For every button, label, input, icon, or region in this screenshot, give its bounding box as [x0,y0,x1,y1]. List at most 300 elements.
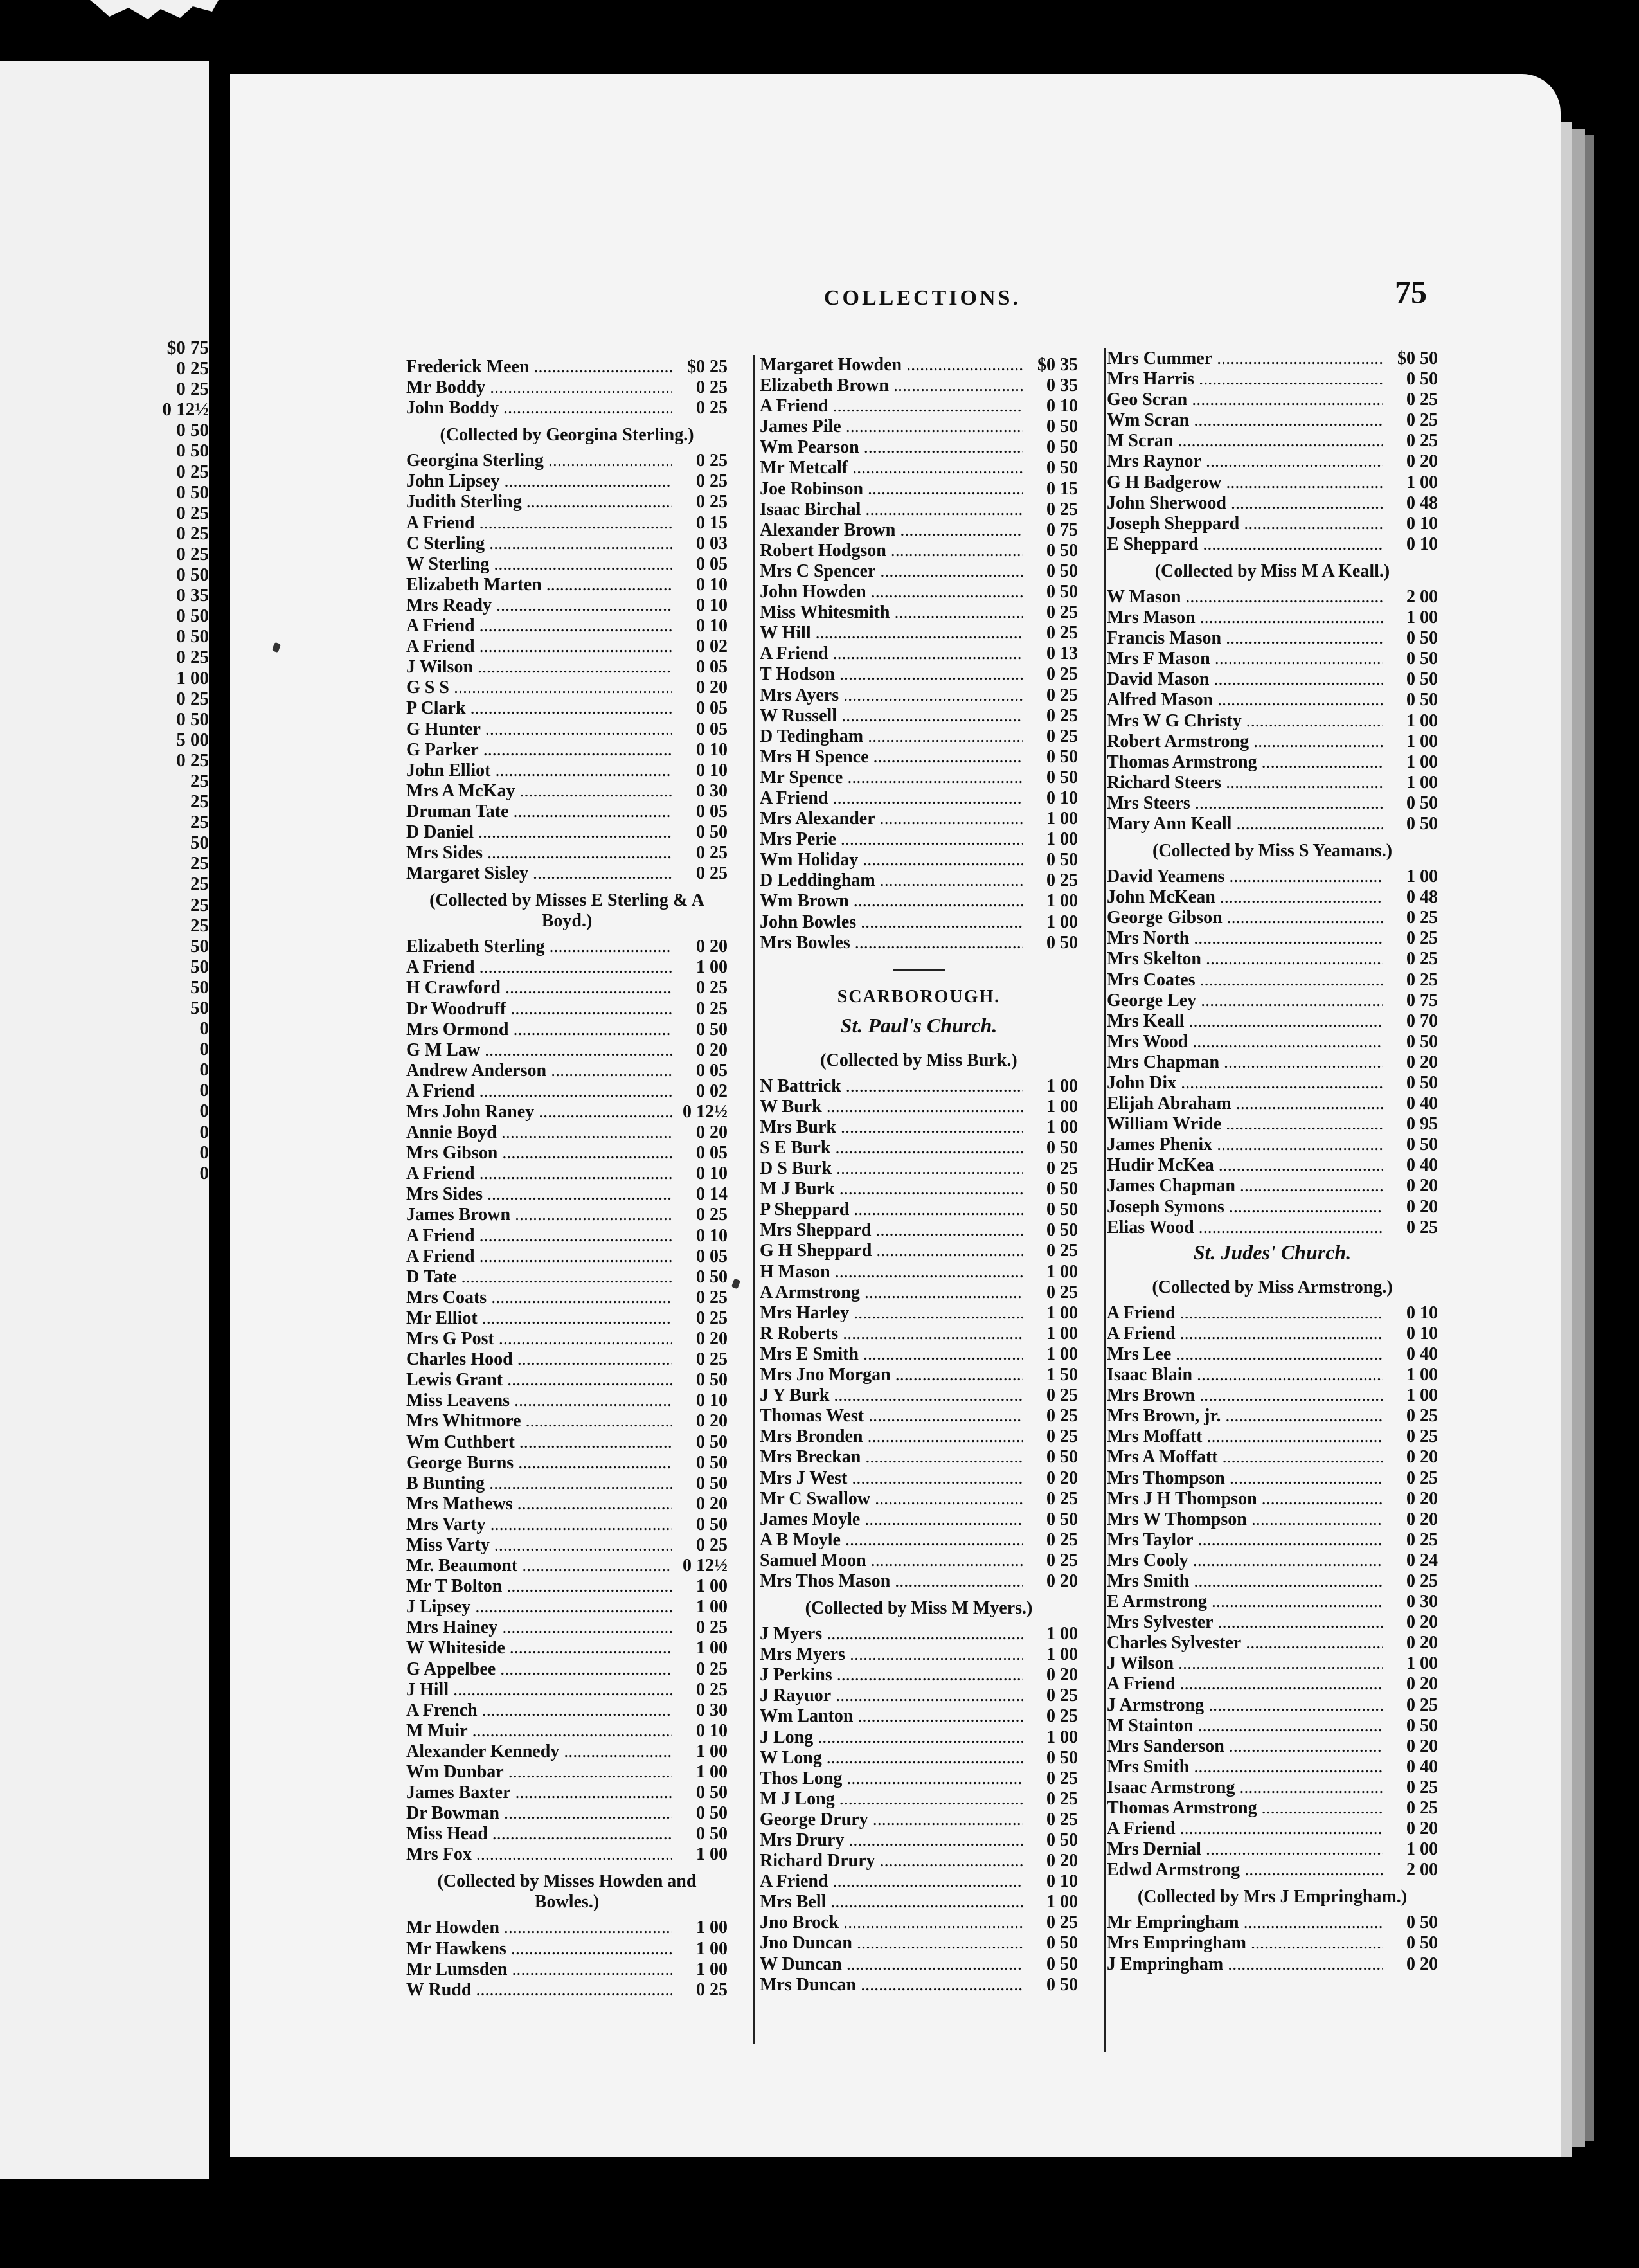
entry-row [760,500,1078,520]
entry-row [406,1432,728,1453]
left-page-amount: 0 25 [176,750,209,771]
entry-amount: 0 25 [1406,431,1438,451]
entry-amount: 0 25 [1046,664,1078,685]
entry-amount: 0 40 [1406,1344,1438,1364]
entry-name: J Rayuor ..... [760,1686,1023,1706]
entry-row [1107,1530,1438,1551]
entry-amount: 1 00 [696,1959,728,1979]
entry-row [1107,1052,1438,1073]
entry-amount: 2 00 [1406,586,1438,607]
entry-row [1107,1653,1438,1674]
entry-amount: 0 50 [1046,746,1078,767]
entry-amount: 0 10 [696,574,728,595]
entry-name: Mary Ann Keall ..... [1107,814,1383,834]
entry-name: Elizabeth Marten ..... [406,575,672,595]
entry-amount: 0 50 [1046,1447,1078,1468]
entry-row [760,541,1078,561]
entry-amount: 0 10 [1406,1302,1438,1323]
entry-amount: 0 25 [696,998,728,1019]
entry-row [1107,1798,1438,1819]
entry-amount: 0 25 [1406,1468,1438,1488]
entry-amount: 0 25 [1046,1282,1078,1302]
left-page-amount: 1 00 [176,667,209,688]
entry-row [760,1644,1078,1665]
entry-name: Mrs Empringham ..... [1107,1933,1383,1954]
entry-name: Mrs Sanderson ..... [1107,1736,1383,1757]
entry-amount: 1 00 [696,1597,728,1617]
book-gutter [209,0,228,2268]
entry-row [1107,793,1438,814]
entry-amount: 0 30 [1406,1592,1438,1612]
entry-name: Robert Hodgson ..... [760,541,1023,561]
entry-name: Mrs G Post ..... [406,1329,672,1349]
left-page-amount: 0 [199,1142,209,1163]
entry-name: C Sterling ..... [406,534,672,554]
entry-amount: 0 20 [1406,1052,1438,1072]
entry-amount: 0 25 [696,1205,728,1225]
entry-list [1107,1303,1438,1881]
left-page-amount: 50 [190,977,209,998]
entry-name: Mrs Moffatt ..... [1107,1426,1383,1447]
entry-amount: 0 50 [1046,1974,1078,1995]
entry-row [1107,1612,1438,1633]
entry-row [760,1892,1078,1913]
entry-row [406,451,728,471]
entry-amount: 0 25 [1046,1913,1078,1933]
entry-row [406,1680,728,1700]
column-divider [753,355,755,2044]
entry-amount: 0 30 [696,1700,728,1720]
entry-name: Mrs Steers ..... [1107,793,1383,814]
entry-row [406,1742,728,1762]
left-page-amount: 25 [190,791,209,813]
entry-row [406,1184,728,1205]
entry-amount: 0 10 [696,1225,728,1246]
entry-amount: 0 25 [696,843,728,863]
entry-amount: 0 50 [1046,458,1078,478]
entry-name: A Friend ..... [406,1226,672,1246]
entry-row [760,582,1078,602]
entry-row [406,1638,728,1659]
entry-amount: 0 20 [1406,1819,1438,1839]
entry-row [760,1262,1078,1282]
left-page-amount: 0 [199,1059,209,1081]
entry-amount: 0 25 [1406,969,1438,990]
entry-amount: 1 00 [1406,1365,1438,1385]
entry-name: Mrs Smith ..... [1107,1757,1383,1778]
entry-amount: 0 50 [1046,1138,1078,1158]
entry-row [760,1365,1078,1385]
entry-row [1107,1551,1438,1571]
entry-name: Mrs H Spence ..... [760,747,1023,768]
entry-name: A Friend ..... [1107,1324,1383,1344]
entry-amount: 0 50 [696,1783,728,1803]
entry-name: Mrs Ormond ..... [406,1020,672,1040]
entry-amount: $0 25 [687,357,728,377]
entry-name: S E Burk ..... [760,1138,1023,1158]
entry-row [1107,1489,1438,1509]
entry-amount: 0 50 [1046,582,1078,602]
entry-name: A Friend ..... [1107,1819,1383,1839]
entry-name: A Friend ..... [760,396,1023,417]
entry-row [1107,690,1438,710]
entry-name: Dr Woodruff ..... [406,999,672,1020]
entry-row [1107,1032,1438,1052]
entry-row [1107,410,1438,431]
entry-amount: 0 05 [696,554,728,574]
entry-name: John Lipsey ..... [406,471,672,492]
entry-row [760,561,1078,582]
entry-row [760,1117,1078,1138]
entry-row [1107,1509,1438,1530]
entry-row [760,1789,1078,1810]
entry-row [406,636,728,657]
entry-row [1107,1757,1438,1778]
entry-amount: 1 00 [1046,1323,1078,1344]
entry-row [760,1220,1078,1241]
entry-row [760,437,1078,458]
entry-name: Alexander Kennedy ..... [406,1742,672,1762]
left-page-amount: 0 25 [176,461,209,482]
entry-row [406,1370,728,1390]
entry-name: Mrs Thos Mason ..... [760,1571,1023,1592]
entry-name: M Scran ..... [1107,431,1383,451]
entry-amount: 0 20 [696,937,728,957]
entry-list [760,1624,1078,1995]
entry-amount: 0 03 [696,533,728,554]
entry-row [1107,732,1438,752]
entry-amount: 1 00 [1406,1385,1438,1406]
collector-heading: (Collected by Georgina Sterling.) [440,425,694,446]
entry-row [1107,1571,1438,1592]
collector-heading: (Collected by Miss M A Keall.) [1154,561,1390,581]
entry-amount: 1 00 [1046,829,1078,850]
entry-row [1107,1324,1438,1344]
entry-row [406,1349,728,1370]
entry-name: G H Sheppard ..... [760,1241,1023,1261]
left-page-amount: 0 25 [176,379,209,400]
entry-name: Mrs Coates ..... [1107,970,1383,991]
entry-row [1107,1011,1438,1032]
entry-name: Mrs Ready ..... [406,595,672,616]
entry-name: Mrs Hainey ..... [406,1617,672,1638]
entry-name: H Mason ..... [760,1262,1023,1282]
entry-name: J Long ..... [760,1727,1023,1748]
entry-row [1107,1073,1438,1094]
entry-row [406,1246,728,1267]
left-page-amount: 0 [199,1039,209,1060]
entry-row [1107,348,1438,369]
entry-row [1107,814,1438,834]
entry-row [406,1556,728,1576]
entry-row [1107,711,1438,732]
entry-name: R Roberts ..... [760,1324,1023,1344]
entry-amount: 0 05 [696,719,728,739]
left-page-amount: 0 [199,1018,209,1040]
entry-list [1107,1913,1438,1974]
entry-name: Annie Boyd ..... [406,1122,672,1143]
entry-amount: 0 25 [1046,623,1078,644]
entry-row [406,1164,728,1184]
entry-amount: 0 50 [696,1473,728,1493]
entry-name: Mrs Breckan ..... [760,1447,1023,1468]
entry-amount: 0 15 [696,512,728,533]
entry-amount: 0 25 [1046,1406,1078,1426]
entry-row [760,809,1078,829]
entry-row [406,937,728,957]
entry-row [760,747,1078,768]
entry-row [1107,991,1438,1011]
entry-amount: 0 50 [1406,793,1438,813]
entry-amount: 0 40 [1406,1756,1438,1777]
entry-amount: 1 00 [1046,1644,1078,1665]
entry-row [1107,970,1438,991]
entry-row [760,1830,1078,1851]
entry-name: Mrs E Smith ..... [760,1344,1023,1365]
entry-amount: 0 20 [1406,1509,1438,1529]
entry-row [406,1803,728,1824]
entry-amount: 0 50 [1046,932,1078,953]
entry-amount: 0 50 [1046,437,1078,458]
entry-amount: 0 25 [1406,390,1438,410]
entry-amount: 0 75 [1406,990,1438,1011]
entry-amount: 1 00 [696,957,728,978]
left-page-amount: 0 25 [176,502,209,523]
collector-heading: (Collected by Mrs J Empringham.) [1137,1887,1408,1907]
entry-name: J Hill ..... [406,1680,672,1700]
entry-row [1107,473,1438,493]
entry-row [406,698,728,719]
entry-amount: 0 40 [1406,1155,1438,1176]
entry-name: A Friend ..... [760,1871,1023,1892]
entry-name: A Armstrong ..... [760,1282,1023,1303]
entry-row [760,1158,1078,1179]
entry-name: Francis Mason ..... [1107,628,1383,649]
entry-row [760,396,1078,417]
entry-row [760,768,1078,788]
entry-row [760,1200,1078,1220]
entry-name: G Parker ..... [406,740,672,760]
entry-amount: 1 00 [1406,608,1438,628]
entry-amount: 0 25 [696,398,728,419]
entry-row [1107,534,1438,555]
entry-row [760,1344,1078,1365]
entry-name: Mrs Smith ..... [1107,1571,1383,1592]
left-page-amount: 0 50 [176,626,209,647]
entry-name: Mrs W G Christy ..... [1107,711,1383,732]
left-page-amount: 50 [190,935,209,957]
entry-name: Mrs Perie ..... [760,829,1023,850]
entry-row [760,417,1078,437]
entry-name: Richard Drury ..... [760,1851,1023,1871]
entry-row [1107,1426,1438,1447]
entry-list [760,1076,1078,1592]
entry-amount: 0 50 [1406,1933,1438,1954]
entry-name: Mrs Keall ..... [1107,1011,1383,1032]
entry-row [406,1721,728,1742]
entry-row [406,802,728,822]
entry-amount: 1 50 [1046,1365,1078,1385]
entry-name: Mrs Sheppard ..... [760,1220,1023,1241]
entry-row [760,1913,1078,1933]
entry-name: P Sheppard ..... [760,1200,1023,1220]
entry-row [406,554,728,575]
entry-row [1107,1406,1438,1426]
entry-row [760,726,1078,747]
entry-name: M J Long ..... [760,1789,1023,1810]
entry-amount: 0 25 [696,978,728,998]
left-page-amount: 25 [190,812,209,833]
entry-name: Mrs North ..... [1107,928,1383,949]
entry-row [406,1143,728,1164]
entry-name: Mrs Bowles ..... [760,933,1023,953]
entry-name: Thomas West ..... [760,1406,1023,1426]
entry-row [760,1933,1078,1954]
entry-amount: 0 70 [1406,1011,1438,1031]
entry-row [1107,514,1438,534]
entry-name: A Friend ..... [406,957,672,978]
entry-row [760,912,1078,933]
entry-row [1107,1135,1438,1155]
entry-amount: 0 20 [696,1122,728,1143]
entry-name: P Clark ..... [406,698,672,719]
entry-row [1107,1860,1438,1880]
left-page-amount: 5 00 [176,729,209,750]
entry-name: B Bunting ..... [406,1473,672,1494]
entry-row [1107,1695,1438,1716]
entry-amount: 0 40 [1406,1094,1438,1114]
entry-name: Mrs Sylvester ..... [1107,1612,1383,1633]
entry-row [406,863,728,884]
entry-amount: 0 10 [696,595,728,615]
entry-row [760,1303,1078,1324]
entry-amount: 0 35 [1046,375,1078,396]
entry-list [406,451,728,884]
entry-amount: 0 20 [696,1493,728,1514]
entry-row [406,1288,728,1308]
entry-name: Judith Sterling ..... [406,492,672,512]
entry-name: Mrs Sides ..... [406,843,672,863]
entry-row [1107,1954,1438,1975]
entry-amount: 0 10 [1046,788,1078,808]
entry-amount: 0 20 [1406,1736,1438,1756]
entry-amount: 0 25 [1406,1695,1438,1715]
entry-row [760,520,1078,541]
left-page-amount: 25 [190,853,209,874]
entry-amount: 0 10 [696,1390,728,1411]
entry-amount: 0 50 [1046,417,1078,437]
entry-amount: 0 25 [696,1979,728,2000]
left-page-amount: 0 50 [176,440,209,462]
collector-heading: (Collected by Miss M Myers.) [805,1598,1033,1619]
entry-amount: 0 25 [696,1679,728,1700]
entry-amount: 1 00 [696,1762,728,1782]
entry-row [760,644,1078,664]
entry-row [406,398,728,419]
entry-amount: 1 00 [696,1741,728,1761]
entry-name: Edwd Armstrong ..... [1107,1860,1383,1880]
entry-name: George Gibson ..... [1107,908,1383,928]
left-page-amount: 0 25 [176,358,209,379]
entry-name: Mrs Wood ..... [1107,1032,1383,1052]
entry-name: John Boddy ..... [406,398,672,419]
entry-row [406,1061,728,1081]
column-divider [1104,348,1106,2052]
entry-amount: 0 25 [1406,1529,1438,1550]
entry-name: James Chapman ..... [1107,1176,1383,1196]
left-page-amount: 50 [190,833,209,854]
left-page-amount: 0 25 [176,688,209,709]
entry-row [1107,1365,1438,1385]
entry-amount: 0 25 [1046,1550,1078,1571]
entry-amount: 0 10 [696,760,728,780]
entry-amount: 1 00 [1046,1727,1078,1747]
entry-name: Mr Lumsden ..... [406,1959,672,1980]
entry-amount: 0 10 [1046,1871,1078,1892]
entry-name: Mrs Sides ..... [406,1184,672,1205]
entry-row [1107,867,1438,887]
entry-amount: 0 20 [1046,1851,1078,1871]
page-edge [1585,135,1594,2141]
entry-name: Mrs Gibson ..... [406,1143,672,1164]
page-header-title: COLLECTIONS. [824,286,1021,310]
entry-row [1107,1218,1438,1238]
entry-name: Georgina Sterling ..... [406,451,672,471]
entry-name: Mrs W Thompson ..... [1107,1509,1383,1530]
entry-name: Mr T Bolton ..... [406,1576,672,1597]
left-page-amount: 0 50 [176,708,209,730]
entry-name: George Burns ..... [406,1453,672,1473]
left-page-amount: 25 [190,915,209,936]
entry-row [1107,1933,1438,1954]
entry-row [406,1959,728,1980]
entry-amount: 0 25 [1046,499,1078,519]
left-page-amount: $0 75 [166,338,209,358]
entry-amount: 0 25 [1406,928,1438,949]
entry-name: Joseph Sheppard ..... [1107,514,1383,534]
left-page-fragment [0,61,209,2179]
entry-amount: 0 50 [1406,813,1438,834]
entry-amount: 0 25 [696,471,728,492]
entry-amount: 1 00 [1046,1344,1078,1364]
left-page-amount: 0 [199,1121,209,1142]
entry-amount: 0 50 [696,1803,728,1824]
entry-name: Thos Long ..... [760,1769,1023,1789]
entry-row [760,685,1078,706]
entry-name: M Muir ..... [406,1721,672,1742]
entry-amount: 1 00 [1046,1096,1078,1117]
entry-row [406,1040,728,1061]
entry-name: D Tate ..... [406,1267,672,1288]
entry-amount: 0 10 [696,1720,728,1741]
entry-amount: 0 25 [1406,949,1438,969]
entry-amount: 0 25 [1046,1686,1078,1706]
entry-amount: 0 25 [1406,1571,1438,1591]
entry-amount: 2 00 [1406,1860,1438,1880]
entry-row [406,357,728,377]
entry-row [760,1624,1078,1644]
entry-name: Mrs Harris ..... [1107,369,1383,390]
entry-row [1107,1197,1438,1218]
entry-row [760,1871,1078,1892]
entry-row [1107,1447,1438,1468]
entry-amount: 0 50 [1046,1179,1078,1200]
entry-amount: 0 50 [696,1370,728,1390]
left-page-amount: 0 25 [176,647,209,668]
entry-row [1107,1633,1438,1653]
entry-amount: 0 10 [1046,396,1078,417]
entry-row [406,1535,728,1556]
